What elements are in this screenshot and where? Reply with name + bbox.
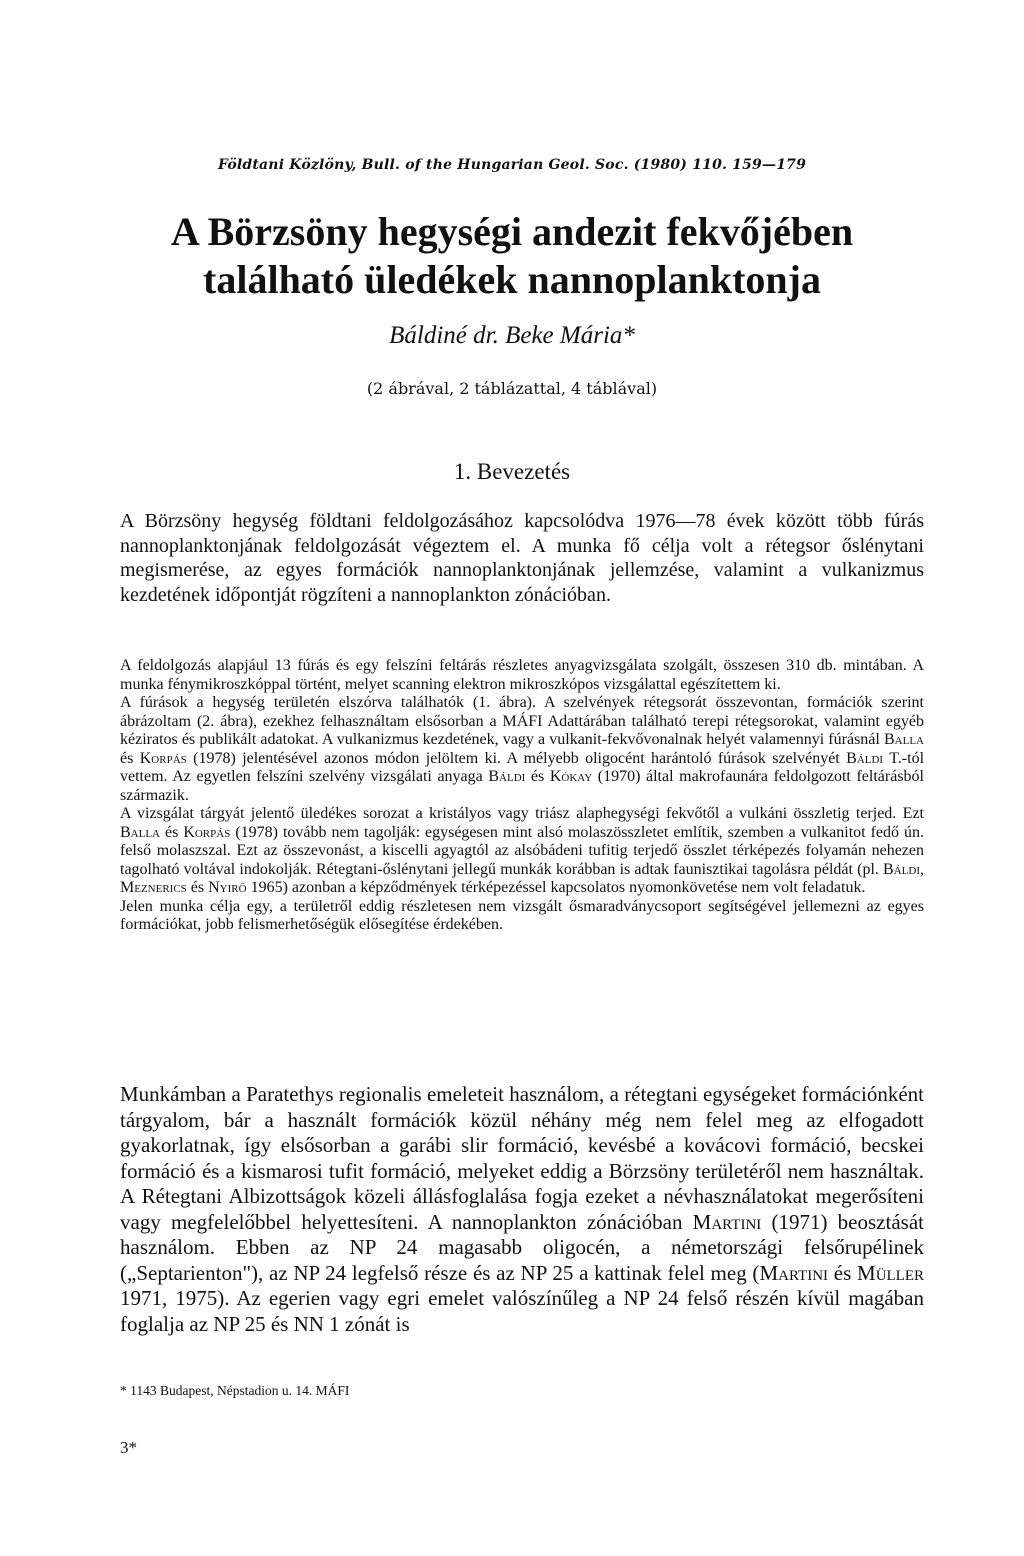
author-ref: Müller <box>857 1260 925 1285</box>
text-run: és <box>525 768 550 785</box>
text-run: 1965) azonban a képződmények térképezéssel kapcsolatos nyomonkövetése nem volt feladatuk. <box>246 879 866 896</box>
text-run: Munkámban a Paratethys regionalis emeleteit használom, a rétegtani egységeket formációnként tárgyalom, bár a használt formációk közül néhány még nem felel meg az elfogadott gyakorlatnak, így elsősorban a garábi slir formáció, kevésbé a kovácovi formáció, becskei formáció és a kismarosi tufit formáció, melyeket eddig a Börzsöny területéről nem használtak. A Rétegtani Albizottságok közeli állásfoglalása fogja ezeket a névhasználatokat megerősíteni vagy megfelelőbbel helyettesíteni. A nannoplankton zónációban <box>120 1082 924 1234</box>
text-run: A vizsgálat tárgyát jelentő üledékes sorozat a kristályos vagy triász alaphegységi fekvőtől a vulkáni összletig terjed. Ezt <box>120 805 924 822</box>
text-run: T.-tól vettem. Az egyetlen felszíni szelvény vizsgálati anyaga <box>120 749 925 785</box>
text-run: A fúrások a hegység területén elszórva találhatók (1. ábra). A szelvények rétegsorát összevontan, formációk szerint ábrázoltam (2. ábra), ezekhez felhasználtam elsősorban a MÁFI Adattárában található terepi rétegsorokat, valamint egyéb kéziratos és publikált adatokat. A vulkanizmus kezdetének, vagy a vulkanit-fekvővonalnak helyét valamennyi fúrásnál <box>120 694 924 748</box>
small-print-block <box>120 657 924 935</box>
small-paragraph-1: A feldolgozás alapjául 13 fúrás és egy felszíni feltárás részletes anyagvizsgálata szolgált, összesen 310 db. mintában. A munka fénymikroszkóppal történt, melyet scanning elektron mikroszkópos vizsgálattal egészítettem ki. <box>120 657 924 693</box>
small-paragraph-2 <box>120 694 924 805</box>
author-ref: Báldi <box>846 749 884 767</box>
author-ref: Korpás <box>139 749 187 767</box>
author-ref: Báldi <box>883 860 920 878</box>
author-ref: Martini <box>692 1209 762 1234</box>
author-ref: Balla <box>884 731 924 748</box>
title-line-1: A Börzsöny hegységi andezit fekvőjében <box>170 209 854 254</box>
section-heading: 1. Bevezetés <box>453 459 571 484</box>
author-name: Báldiné dr. Beke Mária* <box>389 322 635 349</box>
title-line-2: található üledékek nannoplanktonja <box>203 257 821 302</box>
page-signature: 3* <box>120 1438 137 1457</box>
intro-paragraph: A Börzsöny hegység földtani feldolgozásához kapcsolódva 1976—78 évek között több fúrás nannoplanktonjának feldolgozását végeztem el. A munka fő célja volt a rétegsor őslénytani megismerése, az egyes formációk nannoplanktonjának jellemzése, valamint a vulkanizmus kezdetének időpontját rögzíteni a nannoplankton zónációban. <box>120 510 924 606</box>
author-ref: Nyirő <box>208 879 247 896</box>
author-ref: Kókay <box>549 768 593 785</box>
main-paragraph <box>120 1082 924 1337</box>
running-header: Földtani Közlöny, Bull. of the Hungarian Geol. Soc. (1980) 110. 159—179 <box>217 157 807 173</box>
text-run: (1970) által makrofaunára feldolgozott feltárásból származik. <box>120 768 924 804</box>
text-run: , <box>920 860 924 878</box>
small-paragraph-4: Jelen munka célja egy, a területről eddig részletesen nem vizsgált ősmaradványcsoport segítségével jellemezni az egyes formációkat, jobb felismerhetőségük elősegítése érdekében. <box>120 897 924 933</box>
footnote: * 1143 Budapest, Népstadion u. 14. MÁFI <box>120 1383 350 1398</box>
figure-table-info: (2 ábrával, 2 táblázattal, 4 táblával) <box>366 379 658 398</box>
author-ref: Martini <box>759 1260 829 1285</box>
text-run: és <box>120 749 140 767</box>
text-run: (1971) beosztását használom. Ebben az NP 24 magasabb oligocén, a németországi felsőrupélinek („Septarienton"), az NP 24 legfelső része és az NP 25 a kattinak felel meg ( <box>120 1209 924 1285</box>
author-ref: Báldi <box>488 768 526 785</box>
text-run: (1978) jelentésével azonos módon jelöltem ki. A mélyebb oligocént harántoló fúrások szelvényét <box>186 749 847 767</box>
author-ref: Balla <box>120 823 160 841</box>
author-ref: Korpás <box>183 823 231 841</box>
text-run: és <box>828 1260 858 1285</box>
text-run: és <box>186 879 209 896</box>
text-run: és <box>160 823 184 841</box>
author-ref: Meznerics <box>120 879 187 896</box>
small-paragraph-3 <box>120 805 924 898</box>
text-run: 1971, 1975). Az egerien vagy egri emelet valószínűleg a NP 24 felső részén kívül magában foglalja az NP 25 és NN 1 zónát is <box>120 1286 924 1336</box>
article-title <box>90 208 934 304</box>
text-run: (1978) tovább nem tagolják: egységesen mint alsó molaszösszletet említik, szemben a vulkanitot fedő ún. felső molaszszal. Ezt az összevonást, a kiscelli agyagtól az alsóbádeni tufitig terjedő összlet térképezés folyamán nehezen tagolható voltával indokolják. Rétegtani-őslénytani jellegű munkák korábban is adtak faunisztikai tagolásra példát (pl. <box>120 823 924 878</box>
